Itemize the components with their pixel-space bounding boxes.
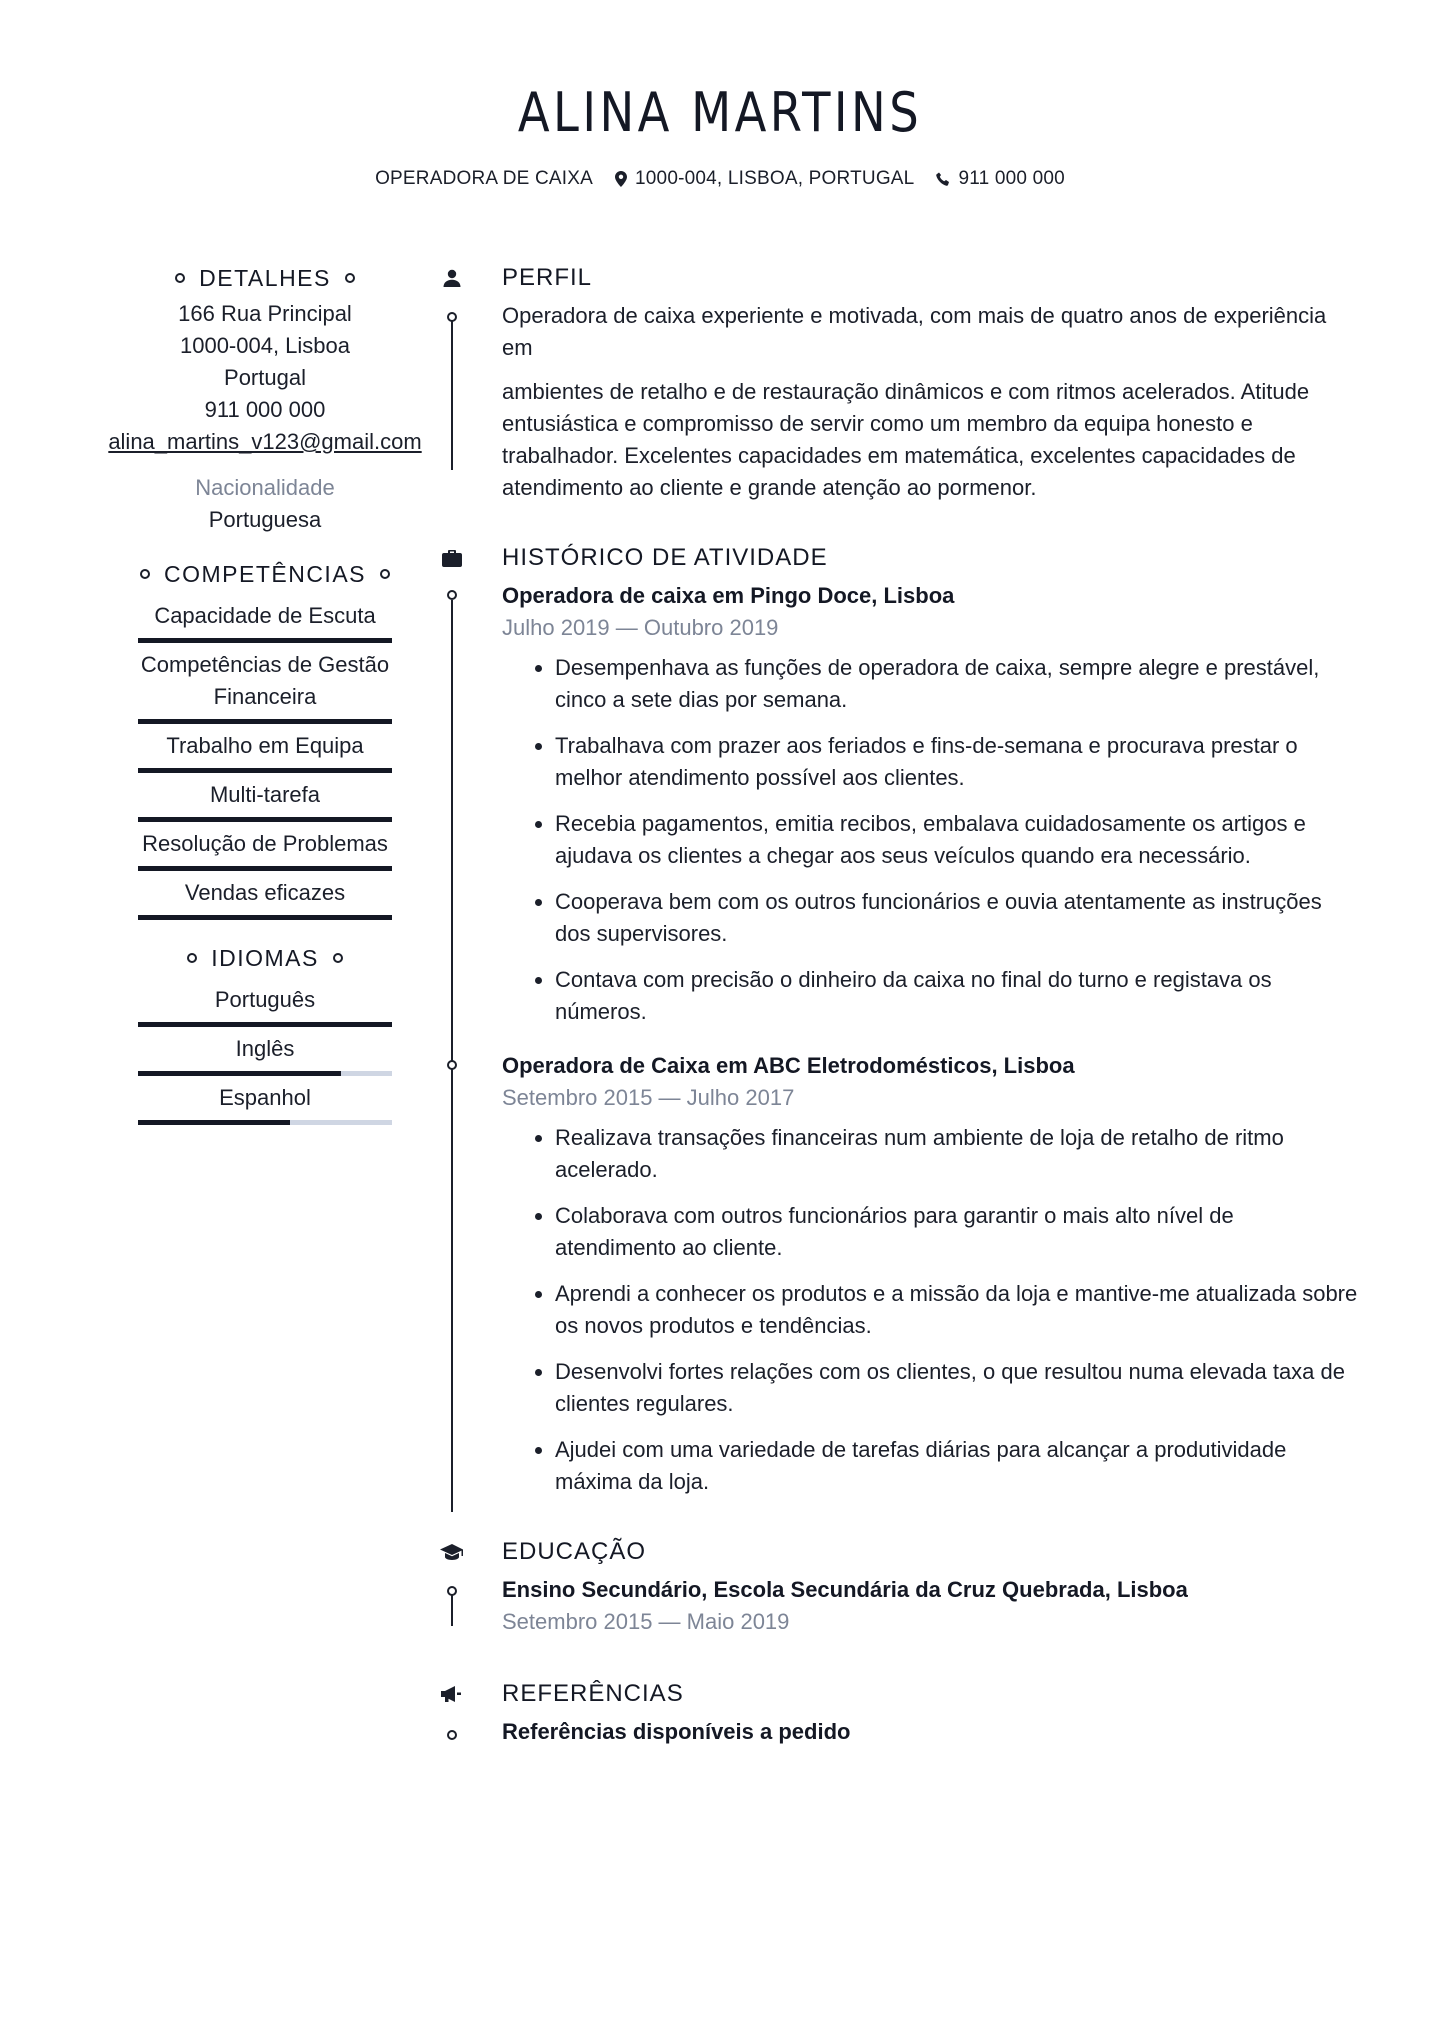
email-link[interactable]: alina_martins_v123@gmail.com <box>108 429 422 454</box>
job-bullet: • Desempenhava as funções de operadora de caixa, sempre alegre e prestável, cinco a sete dias por semana. <box>555 652 1360 716</box>
job-bullet: • Desenvolvi fortes relações com os clientes, o que resultou numa elevada taxa de clientes regulares. <box>555 1356 1360 1420</box>
skill-level-bar <box>138 915 392 920</box>
skill-item <box>138 822 392 871</box>
skill-item <box>138 773 392 822</box>
job-entry <box>440 580 1360 1028</box>
job-bullet: • Realizava transações financeiras num ambiente de loja de retalho de ritmo acelerado. <box>555 1122 1360 1186</box>
main-content <box>440 258 1360 1748</box>
history-section <box>440 538 1360 1498</box>
profile-section <box>440 258 1360 504</box>
education-title: EDUCAÇÃO <box>502 1538 647 1565</box>
job-bullet: • Recebia pagamentos, emitia recibos, embalava cuidadosamente os artigos e ajudava os clientes a chegar aos seus veículos quando era necessário. <box>555 808 1360 872</box>
ring-icon <box>140 569 150 579</box>
profile-first-line: Operadora de caixa experiente e motivada, com mais de quatro anos de experiência em <box>502 303 1327 360</box>
skill-level-bar <box>138 719 392 724</box>
skill-level-bar <box>138 817 392 822</box>
skill-item <box>138 871 392 920</box>
language-level-fill <box>138 1120 290 1125</box>
jobs-list <box>440 580 1360 1498</box>
profile-text: ambientes de retalho e de restauração dinâmicos e com ritmos acelerados. Atitude entusiástica e compromisso de servir como um membro da equipa honesto e trabalhador. Excelentes capacidades em matemática, excelentes capacidades de atendimento ao cliente e grande atenção ao pormenor. <box>502 379 1310 500</box>
sidebar <box>100 258 430 1125</box>
header-phone <box>936 168 1064 190</box>
job-dates: Julho 2019 — Outubro 2019 <box>502 615 779 640</box>
skill-label: Resolução de Problemas <box>142 831 388 856</box>
skill-level-fill <box>138 866 392 871</box>
references-title: REFERÊNCIAS <box>502 1680 684 1707</box>
job-bullet: • Aprendi a conhecer os produtos e a missão da loja e mantive-me atualizada sobre os novos produtos e tendências. <box>555 1278 1360 1342</box>
skill-level-fill <box>138 719 392 724</box>
country: Portugal <box>224 365 306 390</box>
skill-label: Trabalho em Equipa <box>166 733 364 758</box>
header-phone-text: 911 000 000 <box>958 168 1065 189</box>
language-level-bar <box>138 1071 392 1076</box>
ring-icon <box>333 953 343 963</box>
skill-level-fill <box>138 915 392 920</box>
skills-list <box>100 594 430 920</box>
references-section <box>440 1674 1360 1748</box>
timeline-dot <box>447 1060 457 1070</box>
language-item <box>138 978 392 1027</box>
address-line2: 1000-004, Lisboa <box>179 333 351 358</box>
address-line1: 166 Rua Principal <box>178 301 352 326</box>
phone-icon <box>936 172 950 186</box>
header-subline <box>0 168 1440 190</box>
megaphone-icon <box>440 1674 464 1714</box>
person-icon <box>440 258 464 298</box>
languages-title: IDIOMAS <box>211 944 319 971</box>
header-location <box>615 168 914 190</box>
skill-level-bar <box>138 866 392 871</box>
timeline-line <box>451 320 453 470</box>
skill-level-fill <box>138 638 392 643</box>
language-level-bar <box>138 1120 392 1125</box>
history-title: HISTÓRICO DE ATIVIDADE <box>502 544 828 571</box>
details-title: DETALHES <box>199 264 331 291</box>
skill-label: Vendas eficazes <box>184 880 346 905</box>
skill-label: Competências de Gestão Financeira <box>140 652 390 709</box>
header-job-title: OPERADORA DE CAIXA <box>375 168 594 189</box>
skill-item <box>138 724 392 773</box>
job-bullet: • Colaborava com outros funcionários para garantir o mais alto nível de atendimento ao cliente. <box>555 1200 1360 1264</box>
graduation-cap-icon <box>440 1532 464 1572</box>
profile-title: PERFIL <box>502 264 593 291</box>
language-label: Português <box>214 987 316 1012</box>
job-bullets <box>502 652 1360 1028</box>
phone-number: 911 000 000 <box>204 397 326 422</box>
skill-level-fill <box>138 817 392 822</box>
resume-header <box>0 78 1440 190</box>
job-title: Operadora de caixa em Pingo Doce, Lisboa <box>502 583 955 608</box>
job-title: Operadora de Caixa em ABC Eletrodomésticos, Lisboa <box>502 1053 1075 1078</box>
ring-icon <box>380 569 390 579</box>
job-entry <box>440 1050 1360 1498</box>
skill-label: Multi-tarefa <box>209 782 321 807</box>
education-section <box>440 1532 1360 1638</box>
ring-icon <box>345 273 355 283</box>
candidate-name: ALINA MARTINS <box>517 81 923 144</box>
job-bullet: • Contava com precisão o dinheiro da caixa no final do turno e registava os números. <box>555 964 1360 1028</box>
education-school: Ensino Secundário, Escola Secundária da Cruz Quebrada, Lisboa <box>502 1577 1188 1602</box>
language-label: Espanhol <box>219 1085 311 1110</box>
language-label: Inglês <box>235 1036 295 1061</box>
ring-icon <box>175 273 185 283</box>
languages-heading <box>100 938 430 978</box>
skill-level-bar <box>138 768 392 773</box>
job-bullets <box>502 1122 1360 1498</box>
nationality-value: Portuguesa <box>208 507 322 532</box>
details-heading <box>100 258 430 298</box>
references-text: Referências disponíveis a pedido <box>502 1719 851 1744</box>
timeline-dot <box>447 1730 457 1740</box>
skills-heading <box>100 554 430 594</box>
ring-icon <box>187 953 197 963</box>
languages-list <box>100 978 430 1125</box>
language-item <box>138 1076 392 1125</box>
nationality-label: Nacionalidade <box>195 475 335 500</box>
skill-level-fill <box>138 768 392 773</box>
language-item <box>138 1027 392 1076</box>
skill-level-bar <box>138 638 392 643</box>
language-level-bar <box>138 1022 392 1027</box>
language-level-fill <box>138 1071 341 1076</box>
timeline-line <box>451 1594 453 1626</box>
skill-item <box>138 643 392 724</box>
skill-label: Capacidade de Escuta <box>154 603 376 628</box>
job-bullet: • Ajudei com uma variedade de tarefas diárias para alcançar a produtividade máxima da loja. <box>555 1434 1360 1498</box>
map-pin-icon <box>615 171 627 187</box>
language-level-fill <box>138 1022 392 1027</box>
skill-item <box>138 594 392 643</box>
skills-title: COMPETÊNCIAS <box>163 560 367 587</box>
header-location-text: 1000-004, LISBOA, PORTUGAL <box>635 168 915 189</box>
education-dates: Setembro 2015 — Maio 2019 <box>502 1609 790 1634</box>
job-dates: Setembro 2015 — Julho 2017 <box>502 1085 795 1110</box>
timeline-dot <box>447 590 457 600</box>
briefcase-icon <box>440 538 464 578</box>
job-bullet: • Cooperava bem com os outros funcionários e ouvia atentamente as instruções dos supervisores. <box>555 886 1360 950</box>
job-bullet: • Trabalhava com prazer aos feriados e fins-de-semana e procurava prestar o melhor atendimento possível aos clientes. <box>555 730 1360 794</box>
